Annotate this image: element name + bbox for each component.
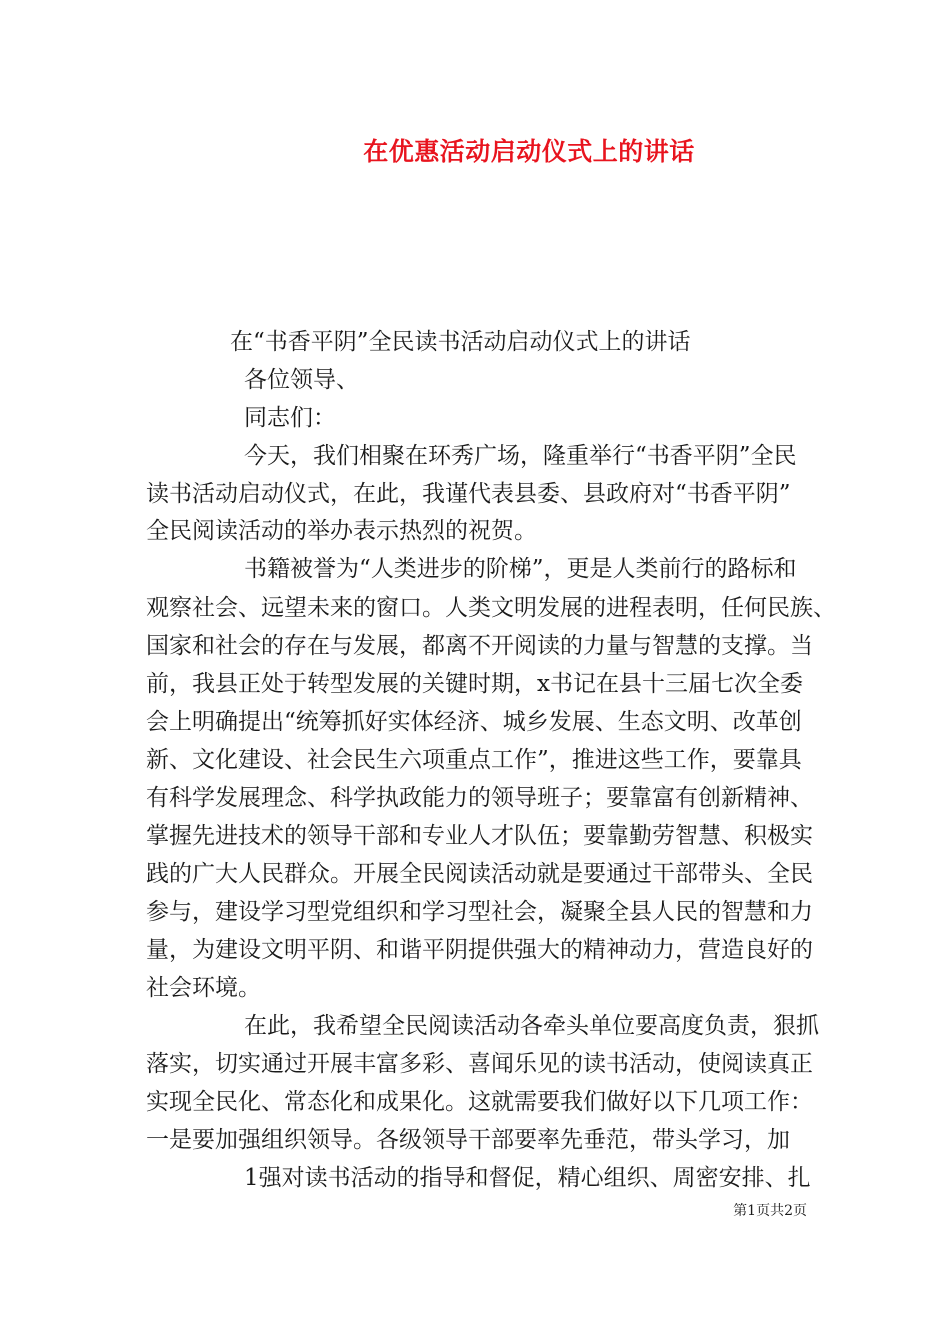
paragraph-line: 落实，切实通过开展丰富多彩、喜闻乐见的读书活动，使阅读真正 [146, 1051, 813, 1077]
paragraph-line: 新、文化建设、社会民生六项重点工作”，推进这些工作，要靠具 [146, 747, 802, 773]
paragraph-line: 前，我县正处于转型发展的关键时期，x书记在县十三届七次全委 [146, 671, 803, 697]
page-title: 在优惠活动启动仪式上的讲话 [363, 137, 695, 166]
paragraph-line: 在此，我希望全民阅读活动各牵头单位要高度负责，狠抓 [244, 1013, 819, 1039]
salutation-comrades: 同志们： [244, 405, 336, 431]
paragraph-line: 1强对读书活动的指导和督促，精心组织、周密安排、扎 [244, 1165, 811, 1191]
paragraph-line: 量，为建设文明平阴、和谐平阴提供强大的精神动力，营造良好的 [146, 937, 813, 963]
paragraph-line: 书籍被誉为“人类进步的阶梯”，更是人类前行的路标和 [244, 556, 797, 582]
salutation-leaders: 各位领导、 [244, 367, 359, 393]
page-number-footer: 第1页共2页 [733, 1203, 807, 1219]
paragraph-line: 读书活动启动仪式，在此，我谨代表县委、县政府对“书香平阴” [146, 481, 791, 507]
paragraph-line: 会上明确提出“统筹抓好实体经济、城乡发展、生态文明、改革创 [146, 709, 802, 735]
paragraph-line: 实现全民化、常态化和成果化。这就需要我们做好以下几项工作： [146, 1089, 813, 1115]
paragraph-line: 践的广大人民群众。开展全民阅读活动就是要通过干部带头、全民 [146, 861, 813, 887]
paragraph-line: 今天，我们相聚在环秀广场，隆重举行“书香平阴”全民 [244, 443, 797, 469]
paragraph-line: 参与，建设学习型党组织和学习型社会，凝聚全县人民的智慧和力 [146, 899, 813, 925]
paragraph-line: 观察社会、远望未来的窗口。人类文明发展的进程表明，任何民族、 [146, 595, 836, 621]
paragraph-line: 掌握先进技术的领导干部和专业人才队伍；要靠勤劳智慧、积极实 [146, 823, 813, 849]
paragraph-line: 国家和社会的存在与发展，都离不开阅读的力量与智慧的支撑。当 [146, 633, 813, 659]
paragraph-line: 有科学发展理念、科学执政能力的领导班子；要靠富有创新精神、 [146, 785, 813, 811]
paragraph-line: 社会环境。 [146, 975, 261, 1001]
paragraph-line: 一是要加强组织领导。各级领导干部要率先垂范，带头学习，加 [146, 1127, 790, 1153]
speech-subtitle: 在“书香平阴”全民读书活动启动仪式上的讲话 [230, 329, 691, 355]
paragraph-line: 全民阅读活动的举办表示热烈的祝贺。 [146, 518, 537, 544]
